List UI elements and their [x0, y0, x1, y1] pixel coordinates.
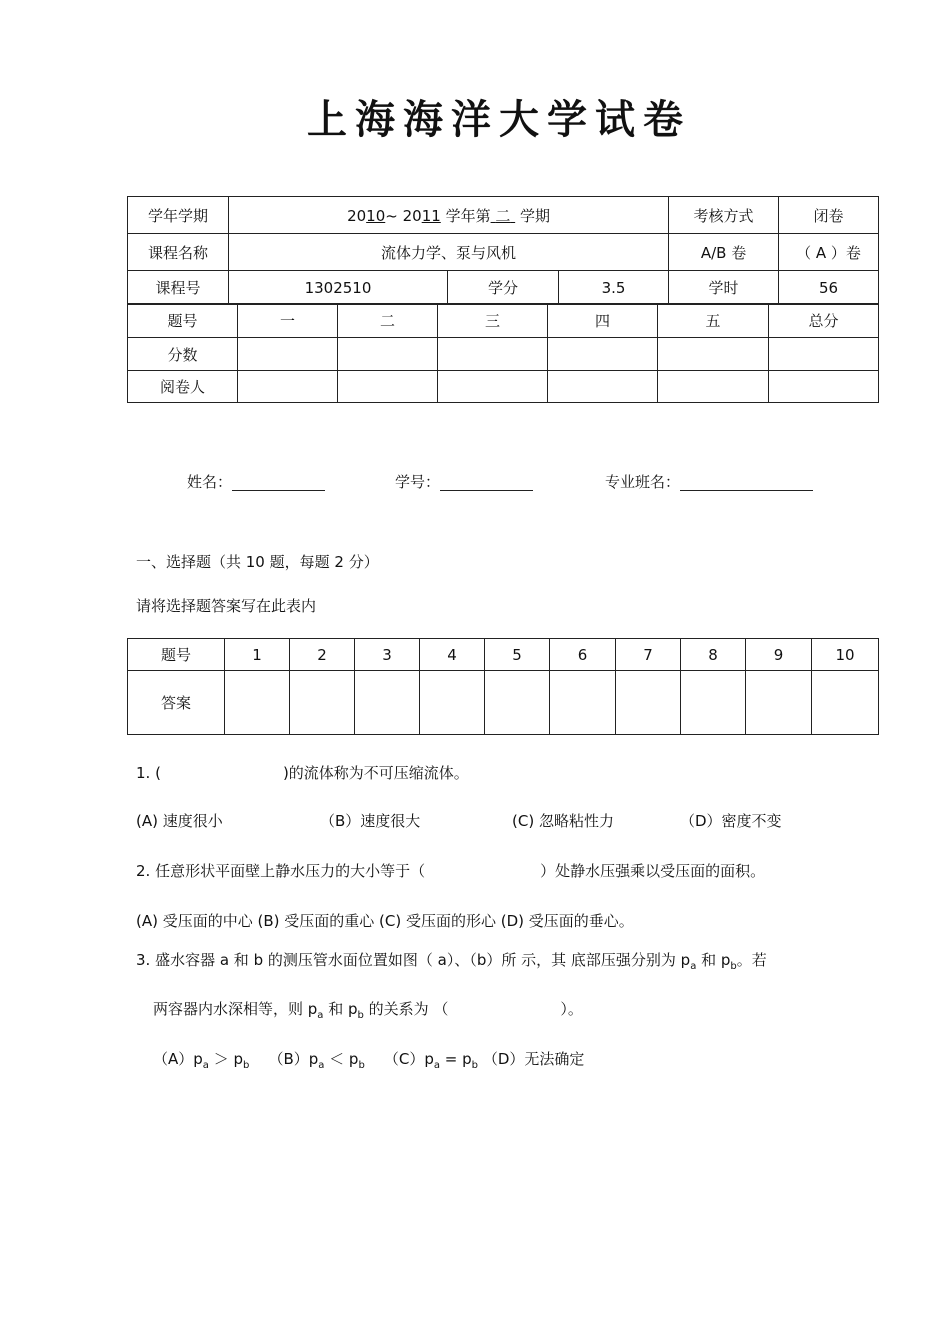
class-label: 专业班名：	[605, 473, 681, 491]
question-3-line1: 3. 盛水容器 a 和 b 的测压管水面位置如图（ a）、（b）所 示，其 底部压强分别为 $p_a$ 和 $p_b$。若	[136, 951, 767, 972]
student-id-label: 学号：	[395, 473, 441, 491]
answer-table	[127, 638, 879, 735]
q3-option-a: $(A)p_a > p_b$	[153, 1050, 250, 1071]
credit-label: 学分	[448, 271, 559, 305]
class-input[interactable]	[680, 476, 813, 491]
answer-number: 9	[746, 639, 812, 671]
q3-option-c: $(C)p_a = p_b$	[383, 1050, 479, 1071]
question-1: 1. ( )的流体称为不可压缩流体。	[136, 764, 469, 782]
student-id-field	[395, 471, 533, 492]
exam-type-label: 考核方式	[669, 197, 779, 234]
q3-option-b: $(B)p_a < p_b$	[268, 1050, 365, 1071]
q3-options	[153, 1048, 584, 1071]
answer-row-label: 题号	[128, 639, 225, 671]
grader-cell[interactable]	[238, 371, 338, 403]
q-col-total: 总分	[769, 304, 879, 338]
name-field	[187, 471, 325, 492]
term-label: 学年学期	[128, 197, 229, 234]
answer-number: 4	[420, 639, 485, 671]
hours-label: 学时	[669, 271, 779, 305]
student-id-input[interactable]	[440, 476, 533, 491]
page-title: 上海海洋大学试卷	[307, 96, 691, 143]
grader-cell[interactable]	[438, 371, 548, 403]
answer-number: 10	[812, 639, 879, 671]
score-cell[interactable]	[338, 338, 438, 371]
section-heading: 一、选择题（共 10 题，每题 2 分）	[136, 553, 379, 571]
q-col: 五	[658, 304, 769, 338]
answer-number: 6	[550, 639, 616, 671]
answer-cell[interactable]	[485, 671, 550, 735]
ab-value: （ A ）卷	[779, 234, 879, 271]
answer-cell[interactable]	[681, 671, 746, 735]
q-col: 二	[338, 304, 438, 338]
score-cell[interactable]	[769, 338, 879, 371]
q1-option-b: （B）速度很大	[320, 812, 421, 830]
grader-cell[interactable]	[548, 371, 658, 403]
q3-option-d: （D）无法确定	[482, 1050, 585, 1068]
answer-cell[interactable]	[812, 671, 879, 735]
name-label: 姓名：	[187, 473, 233, 491]
answer-instruction: 请将选择题答案写在此表内	[136, 597, 317, 615]
q1-option-c: (C) 忽略粘性力	[512, 812, 614, 830]
question-2: 2. 任意形状平面壁上静水压力的大小等于（ ）处静水压强乘以受压面的面积。	[136, 862, 766, 880]
answer-number: 5	[485, 639, 550, 671]
course-no-value: 1302510	[229, 271, 448, 305]
score-label: 分数	[128, 338, 238, 371]
exam-info-table	[127, 196, 879, 305]
answer-cell[interactable]	[355, 671, 420, 735]
q-col: 四	[548, 304, 658, 338]
answer-number: 2	[290, 639, 355, 671]
ab-label: A/B 卷	[669, 234, 779, 271]
score-cell[interactable]	[658, 338, 769, 371]
answer-cell[interactable]	[290, 671, 355, 735]
score-cell[interactable]	[438, 338, 548, 371]
course-value: 流体力学、泵与风机	[229, 234, 669, 271]
answer-cell[interactable]	[550, 671, 616, 735]
answer-cell[interactable]	[420, 671, 485, 735]
answer-cell[interactable]	[616, 671, 681, 735]
q-label: 题号	[128, 304, 238, 338]
term-value: 2010~ 2011 学年第 二 学期	[229, 197, 669, 234]
grader-label: 阅卷人	[128, 371, 238, 403]
grader-cell[interactable]	[769, 371, 879, 403]
q1-option-a: (A) 速度很小	[136, 812, 223, 830]
grader-cell[interactable]	[338, 371, 438, 403]
q2-options: (A) 受压面的中心 (B) 受压面的重心 (C) 受压面的形心 (D) 受压面的垂心。	[136, 912, 634, 930]
hours-value: 56	[779, 271, 879, 305]
q-col: 一	[238, 304, 338, 338]
q-col: 三	[438, 304, 548, 338]
answer-label: 答案	[128, 671, 225, 735]
exam-type-value: 闭卷	[779, 197, 879, 234]
grader-cell[interactable]	[658, 371, 769, 403]
class-field	[605, 471, 813, 492]
question-3-line2: 两容器内水深相等，则 $p_a$ 和 $p_b$ 的关系为 （ ）。	[153, 1000, 583, 1021]
answer-number: 7	[616, 639, 681, 671]
name-input[interactable]	[232, 476, 325, 491]
score-cell[interactable]	[548, 338, 658, 371]
answer-number: 3	[355, 639, 420, 671]
q1-option-d: （D）密度不变	[680, 812, 782, 830]
answer-cell[interactable]	[746, 671, 812, 735]
score-cell[interactable]	[238, 338, 338, 371]
score-table	[127, 303, 879, 403]
answer-number: 8	[681, 639, 746, 671]
course-no-label: 课程号	[128, 271, 229, 305]
credit-value: 3.5	[559, 271, 669, 305]
answer-number: 1	[225, 639, 290, 671]
course-label: 课程名称	[128, 234, 229, 271]
answer-cell[interactable]	[225, 671, 290, 735]
